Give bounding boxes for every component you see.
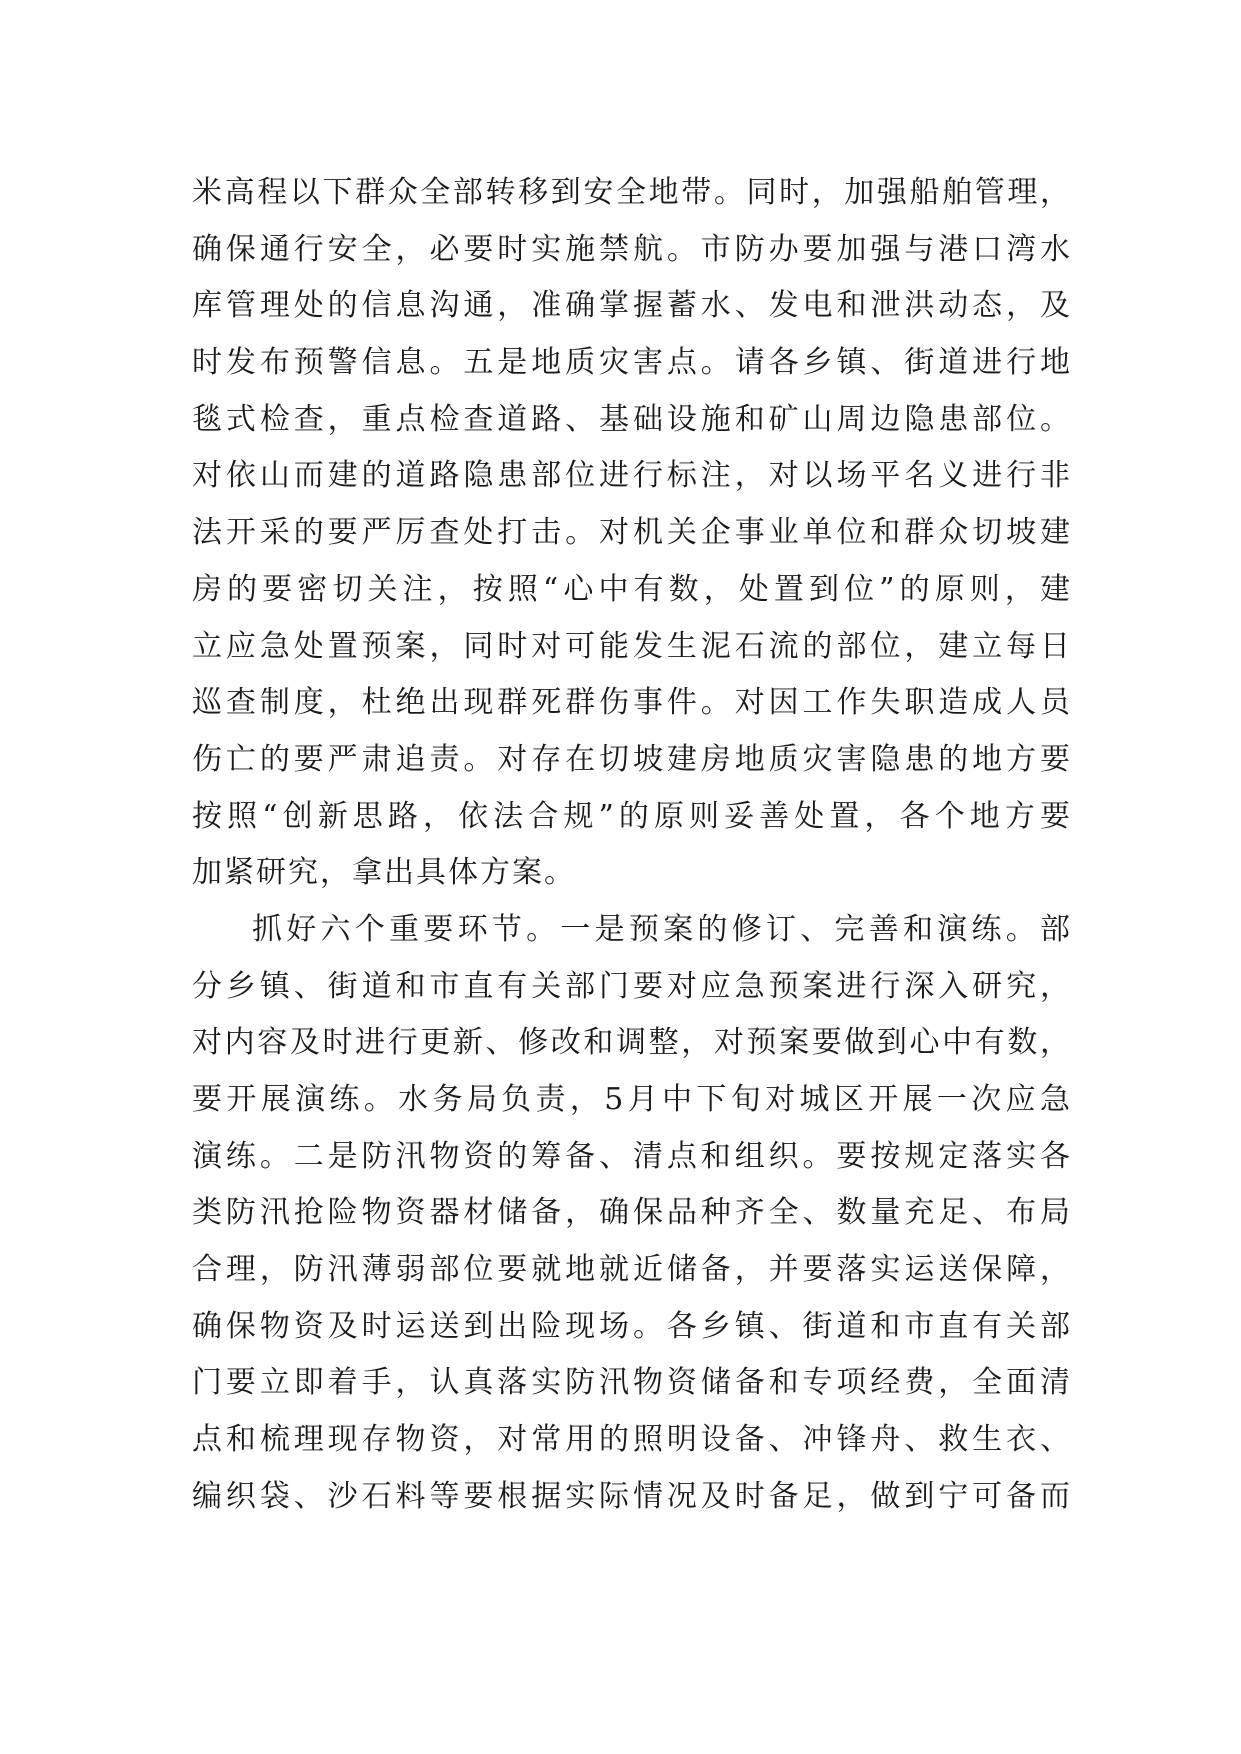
text-line: 伤亡的要严肃追责。对存在切坡建房地质灾害隐患的地方要 [192, 741, 1072, 777]
text-line: 点和梳理现存物资，对常用的照明设备、冲锋舟、救生衣、 [192, 1422, 1072, 1458]
text-line: 要开展演练。水务局负责，5月中下旬对城区开展一次应急 [192, 1082, 1072, 1117]
text-line: 米高程以下群众全部转移到安全地带。同时，加强船舶管理， [192, 175, 1072, 210]
paragraph-2 [192, 902, 1072, 1526]
text-line: 房的要密切关注，按照“心中有数，处置到位”的原则，建 [192, 571, 1072, 607]
text-line: 加紧研究，拿出具体方案。 [192, 855, 576, 891]
text-line: 类防汛抢险物资器材储备，确保品种齐全、数量充足、布局 [192, 1195, 1072, 1231]
text-line: 立应急处置预案，同时对可能发生泥石流的部位，建立每日 [192, 628, 1072, 664]
text-line: 确保物资及时运送到出险现场。各乡镇、街道和市直有关部 [192, 1308, 1072, 1344]
text-line: 抓好六个重要环节。一是预案的修订、完善和演练。部 [252, 911, 1072, 947]
text-line: 法开采的要严厉查处打击。对机关企事业单位和群众切坡建 [192, 515, 1072, 551]
text-line: 毯式检查，重点检查道路、基础设施和矿山周边隐患部位。 [192, 401, 1072, 437]
text-line: 演练。二是防汛物资的筹备、清点和组织。要按规定落实各 [192, 1138, 1072, 1174]
text-line: 巡查制度，杜绝出现群死群伤事件。对因工作失职造成人员 [192, 685, 1072, 721]
text-line: 时发布预警信息。五是地质灾害点。请各乡镇、街道进行地 [192, 345, 1072, 381]
text-line: 对依山而建的道路隐患部位进行标注，对以场平名义进行非 [192, 458, 1072, 494]
text-line: 分乡镇、街道和市直有关部门要对应急预案进行深入研究， [192, 968, 1072, 1004]
text-line: 门要立即着手，认真落实防汛物资储备和专项经费，全面清 [192, 1365, 1072, 1401]
text-line: 确保通行安全，必要时实施禁航。市防办要加强与港口湾水 [192, 231, 1072, 267]
text-line: 库管理处的信息沟通，准确掌握蓄水、发电和泄洪动态，及 [192, 288, 1072, 324]
text-line: 按照“创新思路，依法合规”的原则妥善处置，各个地方要 [192, 798, 1072, 834]
text-line: 合理，防汛薄弱部位要就地就近储备，并要落实运送保障， [192, 1252, 1072, 1288]
body-text [192, 165, 1072, 1526]
text-line: 编织袋、沙石料等要根据实际情况及时备足，做到宁可备而 [192, 1478, 1072, 1514]
paragraph-1 [192, 165, 1072, 902]
text-line: 对内容及时进行更新、修改和调整，对预案要做到心中有数， [192, 1025, 1072, 1061]
